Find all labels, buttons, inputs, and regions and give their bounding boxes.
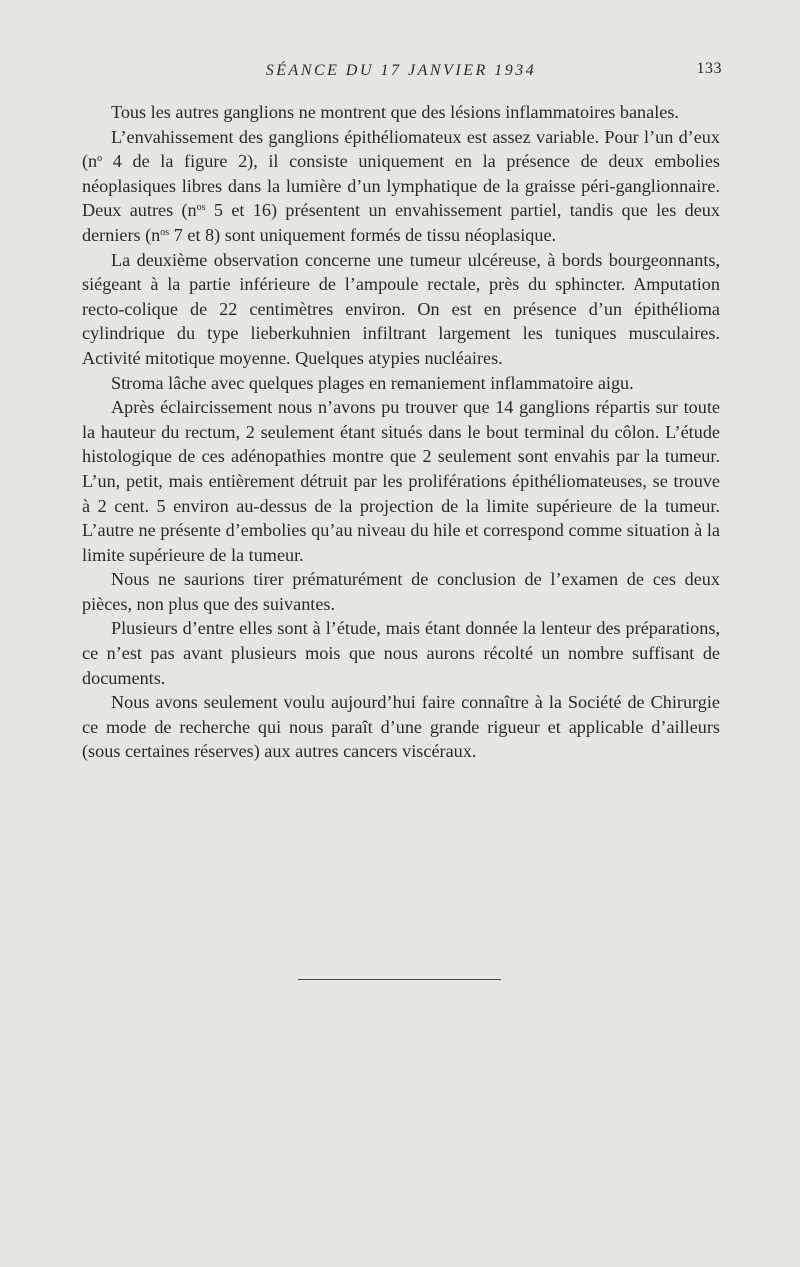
end-rule xyxy=(298,979,501,980)
paragraph-7 xyxy=(82,616,720,690)
superscript: o xyxy=(97,153,103,165)
text-run: Stroma lâche avec quelques plages en remaniement inflammatoire aigu. xyxy=(111,372,634,393)
paragraph-8 xyxy=(82,690,720,764)
paragraph-6 xyxy=(82,567,720,616)
text-run: L’envahissement des ganglions épithéliomateux est assez variable. Pour l’un d’eux (n xyxy=(82,126,720,172)
text-run: Nous ne saurions tirer prématurément de conclusion de l’examen de ces deux pièces, non plus que des suivantes. xyxy=(82,569,720,614)
text-run: 4 de la figure 2), il consiste uniquement en la présence de deux embolies néoplasiques libres dans la lumière d’un lymphatique de la graisse péri-ganglionnaire. Deux autres (n xyxy=(82,151,720,221)
superscript: os xyxy=(160,226,170,238)
paragraph-5 xyxy=(82,395,720,567)
text-run: Plusieurs d’entre elles sont à l’étude, mais étant donnée la lenteur des préparations, ce n’est pas avant plusieurs mois que nous aurons récolté un nombre suffisant de documents. xyxy=(82,618,720,688)
text-run: 7 et 8) sont uniquement formés de tissu néoplasique. xyxy=(169,224,557,245)
running-title: SÉANCE DU 17 JANVIER 1934 xyxy=(265,62,537,79)
paragraph-3 xyxy=(82,248,720,371)
running-head xyxy=(82,60,720,84)
paragraph-4 xyxy=(82,371,720,396)
text-run: 5 et 16) présentent un envahissement partiel, tandis que les deux derniers (n xyxy=(82,200,720,245)
superscript: os xyxy=(196,202,206,214)
body-text xyxy=(82,100,720,764)
text-run: Nous avons seulement voulu aujourd’hui faire connaître à la Société de Chirurgie ce mode de recherche qui nous paraît d’une grande rigueur et applicable d’ailleurs (sous certaines réserves) aux autres cancers viscéraux. xyxy=(82,692,720,762)
text-run: La deuxième observation concerne une tumeur ulcéreuse, à bords bourgeonnants, siégeant à la partie inférieure de l’ampoule rectale, près du sphincter. Amputation recto-colique de 22 centimètres environ. On est en présence d’un épithélioma cylindrique du type lieberkuhnien infiltrant largement les tuniques musculaires. Activité mitotique moyenne. Quelques atypies nucléaires. xyxy=(82,249,720,368)
paragraph-1 xyxy=(82,100,720,125)
text-run: Tous les autres ganglions ne montrent que des lésions inflammatoires banales. xyxy=(111,102,679,122)
text-run: Après éclaircissement nous n’avons pu trouver que 14 ganglions répartis sur toute la hauteur du rectum, 2 seulement étant situés dans le bout terminal du côlon. L’étude histologique de ces adénopathies montre que 2 seulement sont envahis par la tumeur. L’un, petit, mais entièrement détruit par les proliférations épithéliomateuses, se trouve à 2 cent. 5 environ au-dessus de la projection de la limite supérieure de la tumeur. L’autre ne présente d’embolies qu’au niveau du hile et correspond comme situation à la limite supérieure de la tumeur. xyxy=(82,397,720,565)
page-number: 133 xyxy=(696,60,722,77)
paragraph-2 xyxy=(82,125,720,248)
